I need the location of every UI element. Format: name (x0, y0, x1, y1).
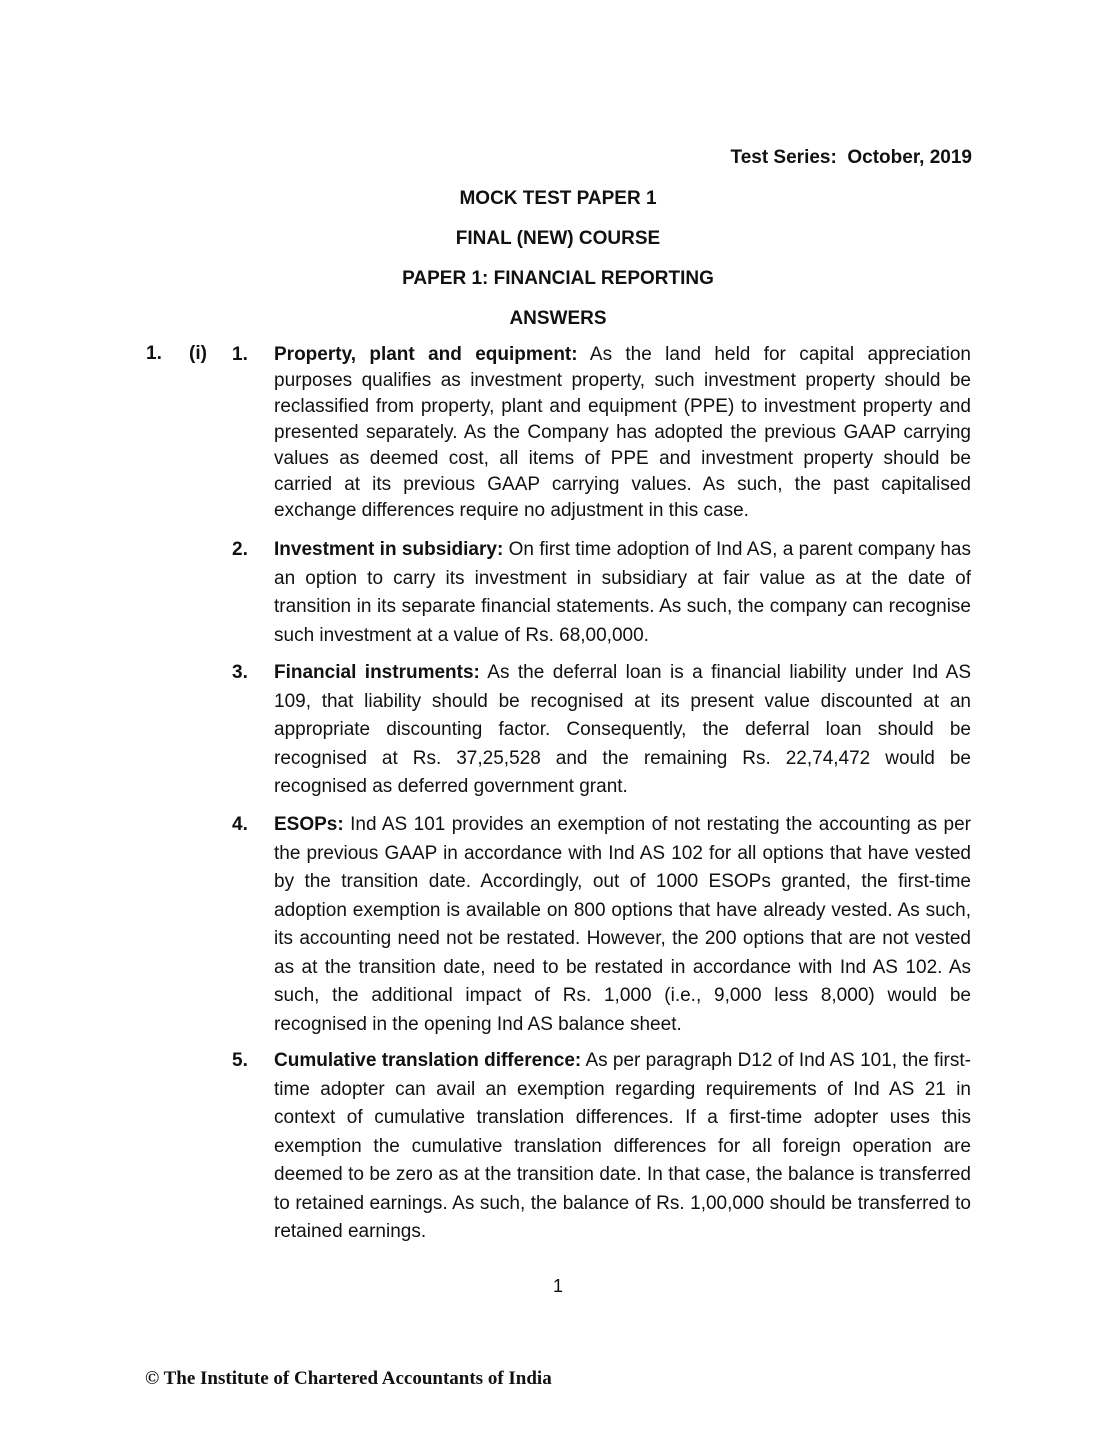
answer-paragraph (274, 1047, 971, 1247)
answer-paragraph (274, 536, 971, 650)
page-number: 1 (552, 1276, 563, 1296)
answer-paragraph (274, 342, 971, 524)
answer-text: Ind AS 101 provides an exemption of not restating the accounting as per the previous GAAP in accordance with Ind AS 102 for all options that have vested by the transition date. Accordingly, out of 1000 ESOPs granted, the first-time adoption exemption is available on 800 options that have already vested. As such, its accounting need not be restated. However, the 200 options that are not vested as at the transition date, need to be restated in accordance with Ind AS 102. As such, the additional impact of Rs. 1,000 (i.e., 9,000 less 8,000) would be recognised in the opening Ind AS balance sheet. (274, 814, 971, 1035)
course-title: FINAL (NEW) COURSE (455, 228, 661, 249)
answer-title: Cumulative translation difference: (274, 1050, 582, 1071)
answer-number: 2. (232, 539, 248, 560)
paper-title: PAPER 1: FINANCIAL REPORTING (402, 268, 714, 289)
test-series-label: Test Series: October, 2019 (730, 147, 972, 168)
answers-heading: ANSWERS (509, 308, 607, 329)
answer-text: As the land held for capital appreciation purposes qualifies as investment property, such investment property should be reclassified from property, plant and equipment (PPE) to investment property and presented separately. As the Company has adopted the previous GAAP carrying values as deemed cost, all items of PPE and investment property should be carried at its previous GAAP carrying values. As such, the past capitalised exchange differences require no adjustment in this case. (274, 344, 971, 521)
answer-title: Property, plant and equipment: (274, 344, 578, 365)
copyright-footer: © The Institute of Chartered Accountants of India (145, 1368, 552, 1389)
answer-title: ESOPs: (274, 814, 344, 835)
answer-text: As the deferral loan is a financial liability under Ind AS 109, that liability should be recognised at its present value discounted at an appropriate discounting factor. Consequently, the deferral loan should be recognised at Rs. 37,25,528 and the remaining Rs. 22,74,472 would be recognised as deferred government grant. (274, 662, 971, 797)
answer-text: As per paragraph D12 of Ind AS 101, the first-time adopter can avail an exemption regarding requirements of Ind AS 21 in context of cumulative translation differences. If a first-time adopter uses this exemption the cumulative translation differences for all foreign operation are deemed to be zero as at the transition date. In that case, the balance is transferred to retained earnings. As such, the balance of Rs. 1,00,000 should be transferred to retained earnings. (274, 1050, 971, 1242)
mock-test-title: MOCK TEST PAPER 1 (459, 188, 657, 209)
answer-number: 4. (232, 814, 248, 835)
question-part: (i) (189, 343, 207, 364)
answer-title: Financial instruments: (274, 662, 480, 683)
answer-number: 3. (232, 662, 248, 683)
answer-title: Investment in subsidiary: (274, 539, 504, 560)
answer-paragraph (274, 811, 971, 1039)
question-number: 1. (146, 343, 162, 364)
answer-text: On first time adoption of Ind AS, a parent company has an option to carry its investment in subsidiary at fair value as at the date of transition in its separate financial statements. As such, the company can recognise such investment at a value of Rs. 68,00,000. (274, 539, 971, 646)
answer-number: 5. (232, 1050, 248, 1071)
answer-paragraph (274, 659, 971, 802)
answer-number: 1. (232, 344, 248, 365)
